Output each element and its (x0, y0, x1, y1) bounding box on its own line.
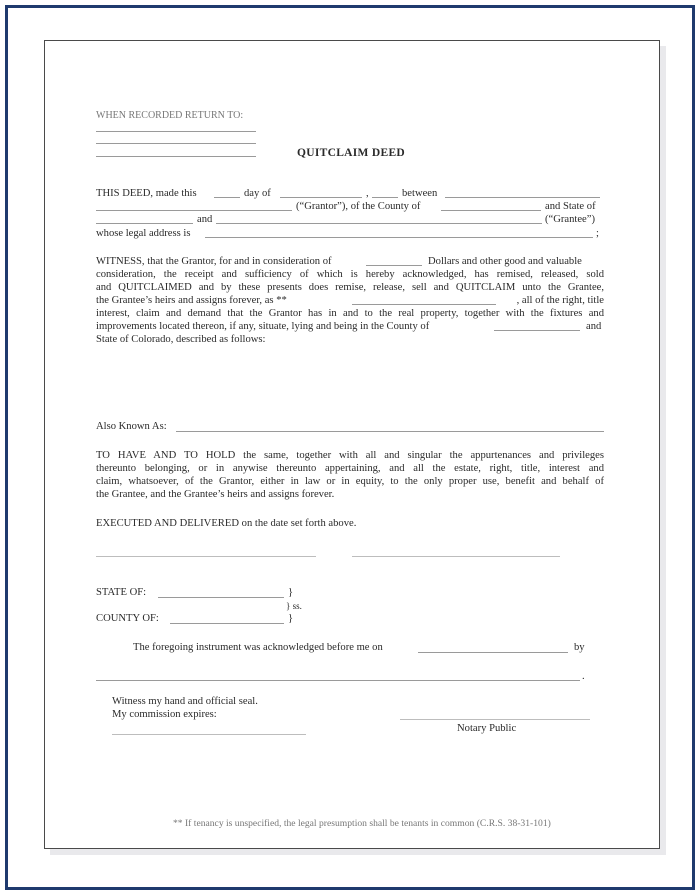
by-label: by (574, 642, 585, 653)
tenancy-footnote: ** If tenancy is unspecified, the legal presumption shall be tenants in common (C.R.S. 38-31-101) (173, 818, 551, 829)
state-of-label: and State of (545, 201, 596, 212)
semicolon: ; (596, 228, 599, 239)
witness-line-1b: Dollars and other good and valuable (428, 256, 582, 267)
legal-address-field[interactable] (205, 237, 593, 238)
acknowledgment-text: The foregoing instrument was acknowledged before me on (133, 642, 383, 653)
habendum-line-3: claim, whatsoever, of the Grantor, either in law or in equity, to the only proper use, benefit and behalf of (96, 476, 604, 487)
commission-expires-field[interactable] (112, 734, 306, 735)
executed-statement: EXECUTED AND DELIVERED on the date set forth above. (96, 518, 357, 529)
habendum-line-4: the Grantee, and the Grantee’s heirs and assigns forever. (96, 489, 335, 500)
period: . (582, 671, 585, 682)
witness-line-4b: , all of the right, title (516, 295, 604, 306)
witness-line-6b: and (586, 321, 602, 332)
notary-signature-line[interactable] (400, 719, 590, 720)
property-county-field[interactable] (494, 330, 580, 331)
tenancy-field[interactable] (352, 304, 496, 305)
month-field[interactable] (280, 197, 362, 198)
witness-line-2: consideration, the receipt and sufficiency of which is hereby acknowledged, has remised, released, sold (96, 269, 604, 280)
aka-field[interactable] (176, 431, 604, 432)
return-to-label: WHEN RECORDED RETURN TO: (96, 110, 244, 121)
return-line-2[interactable] (96, 143, 256, 144)
grantor-state-field[interactable] (96, 223, 193, 224)
grantor-field[interactable] (96, 210, 292, 211)
state-label: STATE OF: (96, 587, 147, 598)
notary-state-field[interactable] (158, 597, 284, 598)
grantor-name-field[interactable] (445, 197, 600, 198)
witness-line-1a: WITNESS, that the Grantor, for and in consideration of (96, 256, 332, 267)
and-label: and (197, 214, 213, 225)
brace-bottom: } (288, 613, 294, 624)
witness-line-6a: improvements located thereon, if any, situate, lying and being in the County of (96, 321, 430, 332)
year-field[interactable] (372, 197, 398, 198)
witness-hand-text: Witness my hand and official seal. (112, 696, 258, 707)
consideration-field[interactable] (366, 265, 422, 266)
witness-line-7: State of Colorado, described as follows: (96, 334, 266, 345)
aka-label: Also Known As: (96, 421, 167, 432)
day-field[interactable] (214, 197, 240, 198)
habendum-line-2: thereunto belonging, or in anywise thereunto appertaining, and all the estate, right, title, interest and (96, 463, 604, 474)
witness-line-5: interest, claim and demand that the Grantor has in and to the real property, together with the fixtures and (96, 308, 604, 319)
grantor-county-field[interactable] (441, 210, 541, 211)
habendum-line-1: TO HAVE AND TO HOLD the same, together with all and singular the appurtenances and privileges (96, 450, 604, 461)
return-line-3[interactable] (96, 156, 256, 157)
county-label: COUNTY OF: (96, 613, 159, 624)
grantee-field[interactable] (216, 223, 542, 224)
brace-ss: } ss. (286, 601, 302, 611)
notary-public-label: Notary Public (457, 723, 517, 734)
grantee-label: (“Grantee”) (545, 214, 595, 225)
notary-county-field[interactable] (170, 623, 284, 624)
acknowledgment-date-field[interactable] (418, 652, 568, 653)
acknowledged-by-field[interactable] (96, 680, 580, 681)
grantor-county-label: (“Grantor”), of the County of (296, 201, 421, 212)
deed-intro: THIS DEED, made this (96, 188, 197, 199)
return-line-1[interactable] (96, 131, 256, 132)
day-of-label: day of (244, 188, 271, 199)
legal-address-label: whose legal address is (96, 228, 191, 239)
comma: , (366, 188, 369, 199)
witness-line-3: and QUITCLAIMED and by these presents does remise, release, sell and QUITCLAIM unto the Grantee, (96, 282, 604, 293)
between-label: between (402, 188, 438, 199)
second-signature-line[interactable] (352, 556, 560, 557)
commission-label: My commission expires: (112, 709, 217, 720)
brace-top: } (288, 587, 294, 598)
document-title: QUITCLAIM DEED (297, 147, 406, 159)
grantor-signature-line[interactable] (96, 556, 316, 557)
witness-line-4a: the Grantee’s heirs and assigns forever, as ** (96, 295, 287, 306)
